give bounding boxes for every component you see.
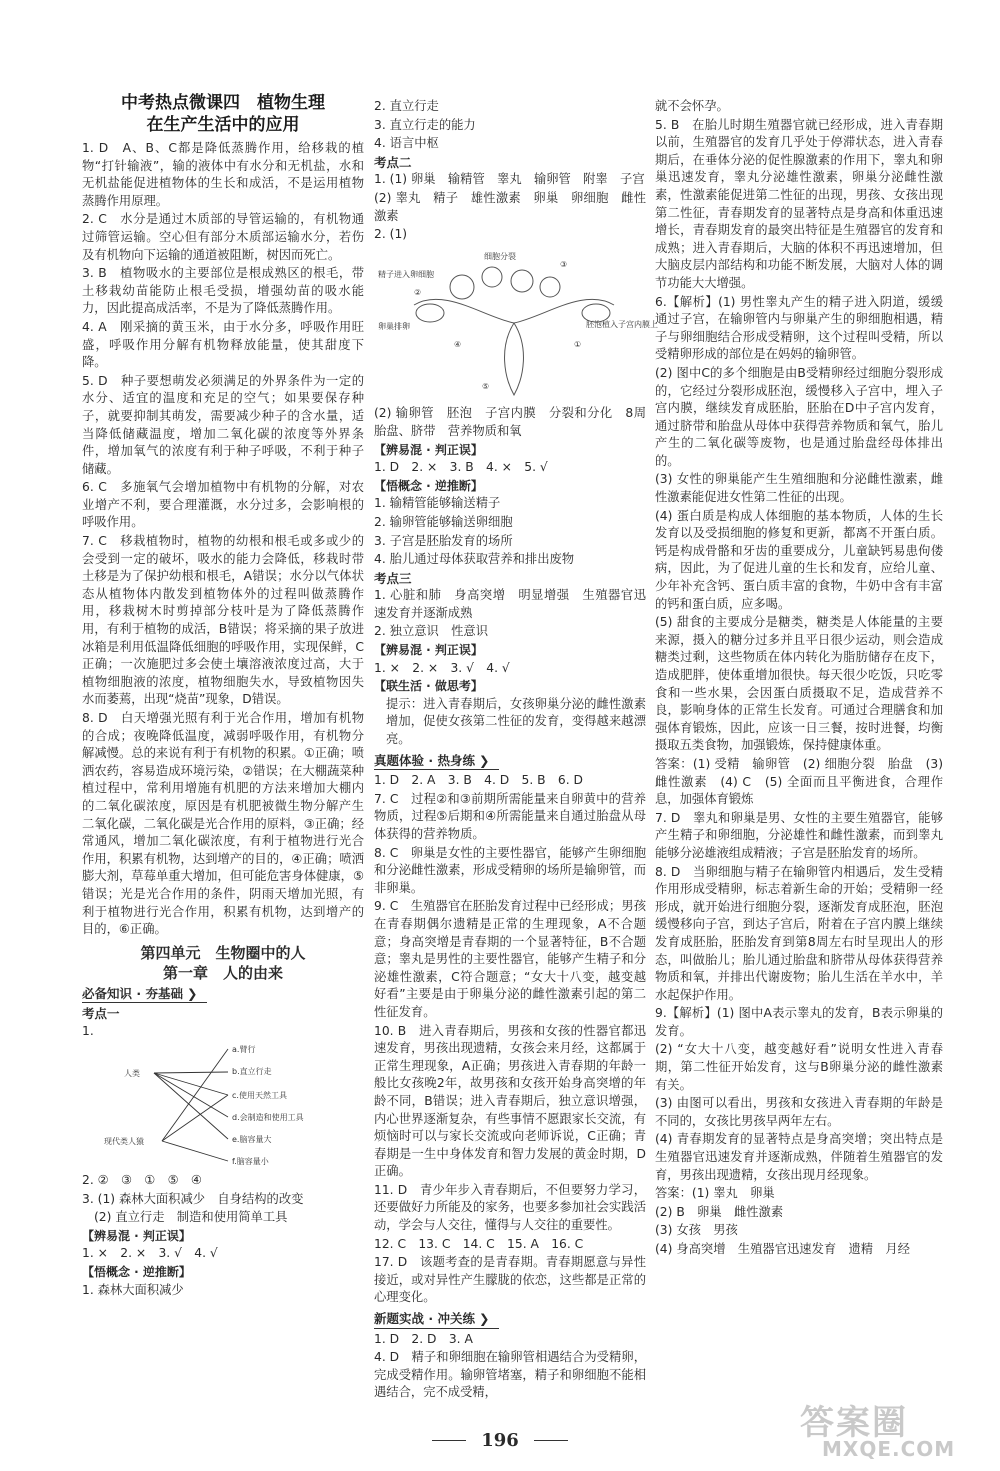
line: (4) 蛋白质是构成人体细胞的基本物质，人体的生长发育以及受损细胞的修复和更新，都离不开蛋白质。钙是构成骨骼和牙齿的重要成分，儿童缺钙易患佝偻病，因此，为了促进儿童的生长和发育，应给儿童、少年补充含钙、蛋白质丰富的食物，牛奶中含有丰富的钙和蛋白质，应多喝。 — [655, 508, 943, 611]
line: 11. D 青少年步入青春期后，不但要努力学习，还要做好力所能及的家务，也要多参加社会实践活动，学会与人交往，懂得与人交往的重要性。 — [374, 1182, 646, 1233]
line: 3. 子宫是胚胎发育的场所 — [374, 533, 513, 548]
line: 5. B 在胎儿时期生殖器官就已经形成，进入青春期以前，生殖器官的发育几乎处于停滞状态，进入青春期后，在垂体分泌的促性腺激素的作用下，睾丸和卵巢迅速发育，睾丸分泌雄性激素，卵巢分泌雌性激素，性激素能促进第二性征的出现，男孩、女孩出现第二性征，青春期发育的显著特点是身高和体重迅速增长，青春期发育的最突出特征是生殖器官的发育和成熟；进入青春期后，大脑的体积不再迅速增加，但大脑皮层内部结构和功能不断发展，大脑对人体的调节功能大大增强。 — [655, 117, 943, 290]
column-middle — [374, 98, 659, 1403]
arrow-icon: ❯ — [186, 985, 198, 1001]
line: 9.【解析】(1) 图中A表示睾丸的发育，B表示卵巢的发育。 — [655, 1006, 943, 1038]
kaodian-heading: 考点三 — [374, 570, 412, 586]
watermark-logo — [800, 1395, 970, 1465]
kaodian-heading: 考点二 — [374, 154, 412, 170]
fig-label-implant: 胚泡植入子宫内膜上 — [586, 319, 658, 329]
line: 6.【解析】(1) 男性睾丸产生的精子进入阴道，缓缓通过子宫，在输卵管内与卵巢产生的卵细胞相遇，精子与卵细胞结合形成受精卵，这个过程叫受精，所以受精卵形成的部位是在妈妈的输卵管。 — [655, 294, 943, 362]
fig-num: ② — [414, 287, 422, 297]
line: 4. 胎儿通过母体获取营养和排出废物 — [374, 552, 575, 567]
question-1: 1. — [82, 1023, 94, 1038]
line: 1. (1) 卵巢 输精管 睾丸 输卵管 附睾 子宫 — [374, 172, 645, 187]
line: 12. C 13. C 14. C 15. A 16. C — [374, 1236, 584, 1251]
line: (2) 图中C的多个细胞是由B受精卵经过细胞分裂形成的，它经过分裂形成胚泡，缓慢移入子宫中，埋入子宫内膜，继续发育成胚胎，胚胎在D中子宫内发育，通过脐带和胎盘从母体中获得营养物质和氧气，胎儿产生的二氧化碳等废物，也是通过胎盘经母体排出的。 — [655, 365, 943, 468]
line: 1. 心脏和肺 身高突增 明显增强 生殖器官迅速发育并逐渐成熟 — [374, 588, 646, 620]
fig-num: ① — [574, 339, 582, 349]
watermark-text: 答案圈 — [800, 1403, 908, 1443]
line: 2. (1) — [374, 227, 408, 242]
fig-label-cell-division: 细胞分裂 — [484, 251, 516, 261]
match-left-1: 现代类人猿 — [104, 1136, 144, 1146]
answer-5: 5. D 种子要想萌发必须满足的外界条件为一定的水分、适宜的温度和充足的空气；如果要保存种子，就要抑制其萌发，需要减少种子的含水量，适当降低储藏温度，增加二氧化碳的浓度等外界条件，增加氧气的浓度有利于种子呼吸，不利于种子储藏。 — [82, 373, 364, 476]
line: 3. 直立行走的能力 — [374, 117, 476, 132]
fig-label-sperm-enter: 精子进入卵细胞 — [378, 269, 434, 279]
line: 2. 直立行走 — [374, 99, 439, 113]
line: 答案：(1) 受精 输卵管 (2) 细胞分裂 胎盘 (3) 雌性激素 (4) C (5) 全面而且平衡进食，合理作息，加强体育锻炼 — [655, 756, 943, 807]
section-subtitle: 在生产生活中的应用 — [146, 115, 300, 135]
line: (4) 青春期发育的显著特点是身高突增；突出特点是生殖器官迅速发育并逐渐成熟，伴随着生殖器官的发育，男孩出现遗精，女孩出现月经现象。 — [655, 1132, 943, 1182]
line: 4. 语言中枢 — [374, 136, 439, 151]
line: (2) “女大十八变，越变越好看”说明女性进入青春期，第二性征开始发育，这与B卵巢分泌的雌性激素有关。 — [655, 1042, 943, 1092]
bracket-heading: 【联生活 · 做思考】 — [374, 679, 483, 694]
line: 就不会怀孕。 — [655, 99, 729, 113]
line: 8. D 当卵细胞与精子在输卵管内相遇后，发生受精作用形成受精卵，标志着新生命的开始；受精卵一经形成，就开始进行细胞分裂，逐渐发育成胚泡，胚泡缓慢移向子宫，到达子宫后，附着在子宫内膜上继续发育成胚胎，胚胎发育到第8周左右时呈现出人的形态，叫做胎儿；胎儿通过胎盘和脐带从母体获得营养物质和氧，并排出代谢废物；胎儿生活在羊水中，羊水起保护作用。 — [655, 864, 943, 1002]
line: 7. D 睾丸和卵巢是男、女性的主要生殖器官，能够产生精子和卵细胞，分泌雄性和雌性激素，而到睾丸能够分泌雄液组成精液；子宫是胚胎发育的场所。 — [655, 810, 943, 860]
line: (3) 由图可以看出，男孩和女孩进入青春期的年龄是不同的，女孩比男孩早两年左右。 — [655, 1096, 943, 1128]
question-2: 2. ② ③ ① ⑤ ④ — [82, 1173, 202, 1188]
match-right-0: a.臂行 — [232, 1044, 256, 1054]
line: 7. C 过程②和③前期所需能量来自卵黄中的营养物质，过程⑤后期和④所需能量来自通过胎盘从母体获得的营养物质。 — [374, 791, 646, 841]
page-number: 196 — [470, 1430, 530, 1451]
line: 1. 输精管能够输送精子 — [374, 496, 501, 511]
answer-7: 7. C 移栽植物时，植物的幼根和根毛或多或少的会受到一定的破坏，吸水的能力会降低，移栽时带土移是为了保护幼根和根毛，A错误；水分以气体状态从植物体内散发到植物体外的过程叫做蒸腾作用，移栽树木时剪掉部分枝叶是为了降低蒸腾作用，有利于植物的成活，B错误；将采摘的果子放进冰箱是利用低温降低细胞的呼吸作用，实现保鲜，C正确；一次施肥过多会使土壤溶液浓度过高，大于植物细胞液的浓度，植物细胞失水，导致植物因失水而萎蔫，出现“烧苗”现象，D错误。 — [82, 534, 364, 707]
answer-8: 8. D 白天增强光照有利于光合作用，增加有机物的合成；夜晚降低温度，减弱呼吸作用，有机物分解减慢。总的来说有利于有机物的积累。①正确；喷洒农药，容易造成环境污染，②错误；在大棚蔬菜种植过程中，常利用增施有机肥的方法来增加大棚内的二氧化碳浓度，原因是有机肥被微生物分解产生二氧化碳，二氧化碳是光合作用的原料，③正确；经常通风，增加二氧化碳浓度，有利于植物进行光合作用，积累有机物，达到增产的目的，④正确；喷洒膨大剂，草莓单重大增加，但可能危害身体健康，⑤错误；光是光合作用的条件，阴雨天增加光照，有利于植物进行光合作用，积累有机物，达到增产的目的，⑥正确。 — [82, 711, 364, 937]
section-bar: 真题体验 · 热身练 ❯ — [374, 752, 499, 771]
line: 10. B 进入青春期后，男孩和女孩的性器官都迅速发育，男孩出现遗精，女孩会来月经，这都属于正常生理现象，A正确；男孩进入青春期的年龄一般比女孩晚2年，故男孩和女孩开始身高突增的年龄不同，B错误；进入青春期后，独立意识增强，内心世界逐渐复杂，有些事情不愿跟家长交流，有烦恼时可以与家长交流或向老师诉说，C正确；青春期是一生中身体发育和智力发展的黄金时期，D正确。 — [374, 1023, 646, 1179]
chapter-title: 第一章 人的由来 — [162, 963, 283, 982]
unit-title: 第四单元 生物圈中的人 — [140, 943, 306, 962]
bracket-heading: 【悟概念 · 逆推断】 — [374, 478, 483, 493]
arrow-icon: ❯ — [478, 1311, 490, 1327]
answer-1: 1. D A、B、C都是降低蒸腾作用，给移栽的植物“打针输液”，输的液体中有水分和无机盐，水和无机盐能促进植物体的生长和成活，不是运用植物蒸腾作用原理。 — [82, 141, 364, 208]
line: (5) 甜食的主要成分是糖类，糖类是人体能量的主要来源，摄入的糖分过多并且平日很少运动，则会造成糖类过剩，这些物质在体内转化为脂肪储存在皮下，造成肥胖，使体重增加很快。每天很少吃饭，只吃零食和一些水果，会因蛋白质摄取不足，造成营养不良，影响身体的正常生长发育。可通过合理膳食和加强体育锻炼，因此，应该一日三餐，按时进餐，均衡摄取五类食物，加强锻炼，保持健康体重。 — [655, 615, 943, 753]
watermark-url: MXQE.COM — [822, 1437, 956, 1461]
fig-num: ④ — [454, 339, 462, 349]
line: 1. D 2. A 3. B 4. D 5. B 6. D — [374, 773, 584, 788]
line: (2) B 卵巢 雌性激素 — [655, 1204, 784, 1219]
judge-answers: 1. × 2. × 3. √ 4. √ — [82, 1246, 218, 1261]
bracket-heading: 【辨易混 · 判正误】 — [82, 1228, 191, 1243]
line: 1. D 2. × 3. B 4. × 5. √ — [374, 460, 548, 475]
match-left-0: 人类 — [124, 1068, 140, 1078]
line: 提示：进入青春期后，女孩卵巢分泌的雌性激素增加，促使女孩第二性征的发育，变得越来越漂亮。 — [386, 696, 646, 747]
answer-6: 6. C 多施氧气会增加植物中有机物的分解，对农业增产不利，要合理灌溉，水分过多，会影响根的呼吸作用。 — [82, 480, 364, 530]
line: 1. D 2. D 3. A — [374, 1331, 473, 1346]
line: 答案：(1) 睾丸 卵巢 — [655, 1186, 775, 1201]
line: 8. C 卵巢是女性的主要性器官，能够产生卵细胞和分泌雌性激素，形成受精卵的场所是输卵管，而非卵巢。 — [374, 845, 646, 895]
line: 4. D 精子和卵细胞在输卵管相遇结合为受精卵，完成受精作用。输卵管堵塞，精子和卵细胞不能相遇结合，完不成受精， — [374, 1350, 646, 1400]
line: 2. 输卵管能够输送卵细胞 — [374, 514, 513, 529]
arrow-icon: ❯ — [478, 752, 490, 768]
kaodian-heading: 考点一 — [82, 1006, 120, 1022]
bracket-heading: 【辨易混 · 判正误】 — [374, 643, 483, 658]
match-right-1: b.直立行走 — [232, 1066, 272, 1076]
line: (3) 女性的卵巢能产生生殖细胞和分泌雌性激素，雌性激素能促进女性第二性征的出现。 — [655, 472, 943, 505]
section-bar: 必备知识 · 夯基础 ❯ — [82, 985, 207, 1004]
answer-2: 2. C 水分是通过木质部的导管运输的，有机物通过筛管运输。空心但有部分木质部运输水分，若伤及有机物向下运输的通道被阻断，树因而死亡。 — [82, 212, 364, 262]
fig-num: ③ — [560, 259, 568, 269]
section-bar: 新题实战 · 冲关练 ❯ — [374, 1310, 499, 1329]
line: (4) 身高突增 生殖器官迅速发育 遗精 月经 — [655, 1242, 910, 1256]
answer-4: 4. A 刚采摘的黄玉米，由于水分多，呼吸作用旺盛，呼吸作用分解有机物释放能量，使其甜度下降。 — [82, 319, 364, 370]
fig-num: ⑤ — [482, 381, 490, 391]
column-left — [82, 92, 364, 1300]
line: 1. × 2. × 3. √ 4. √ — [374, 660, 510, 675]
line: (3) 女孩 男孩 — [655, 1223, 738, 1238]
match-right-5: f.脑容量小 — [232, 1156, 269, 1166]
line: (2) 睾丸 精子 雄性激素 卵巢 卵细胞 雌性激素 — [374, 190, 646, 223]
answer-3: 3. B 植物吸水的主要部位是根成熟区的根毛，带土移栽幼苗能防止根毛受损，增强幼苗的吸水能力，因此提高成活率，不是为了降低蒸腾作用。 — [82, 266, 364, 316]
question-3b: (2) 直立行走 制造和使用简单工具 — [94, 1210, 288, 1225]
column-right — [655, 98, 943, 1260]
match-right-4: e.脑容量大 — [232, 1134, 272, 1144]
reproduction-diagram — [374, 247, 658, 403]
line: 17. D 该题考查的是青春期。青春期愿意与异性接近，或对异性产生朦胧的依恋，这些都是正常的心理变化。 — [374, 1255, 646, 1305]
section-title: 中考热点微课四 植物生理 — [121, 93, 325, 113]
line: (2) 输卵管 胚泡 子宫内膜 分裂和分化 8周 胎盘、脐带 营养物质和氧 — [374, 406, 659, 438]
fig-label-ovulation: 卵巢排卵 — [378, 321, 410, 331]
bracket-heading: 【辨易混 · 判正误】 — [374, 442, 483, 457]
line: 2. 独立意识 性意识 — [374, 624, 489, 639]
line: 9. C 生殖器官在胚胎发育过程中已经形成；男孩在青春期偶尔遗精是正常的生理现象，A不合题意；身高突增是青春期的一个显著特征，B不合题意；睾丸是男性的主要性器官，能够产生精子和分泌雄性激素，C符合题意；“女大十八变，越变越好看”主要是由于卵巢分泌的雌性激素引起的第二性征发育。 — [374, 899, 646, 1019]
bracket-heading: 【悟概念 · 逆推断】 — [82, 1265, 191, 1280]
concept-answers: 1. 森林大面积减少 — [82, 1282, 184, 1297]
match-right-3: d.会制造和使用工具 — [232, 1112, 304, 1122]
question-3: 3. (1) 森林大面积减少 自身结构的改变 — [82, 1191, 304, 1206]
matching-diagram — [82, 1044, 364, 1170]
match-right-2: c.使用天然工具 — [232, 1090, 287, 1100]
